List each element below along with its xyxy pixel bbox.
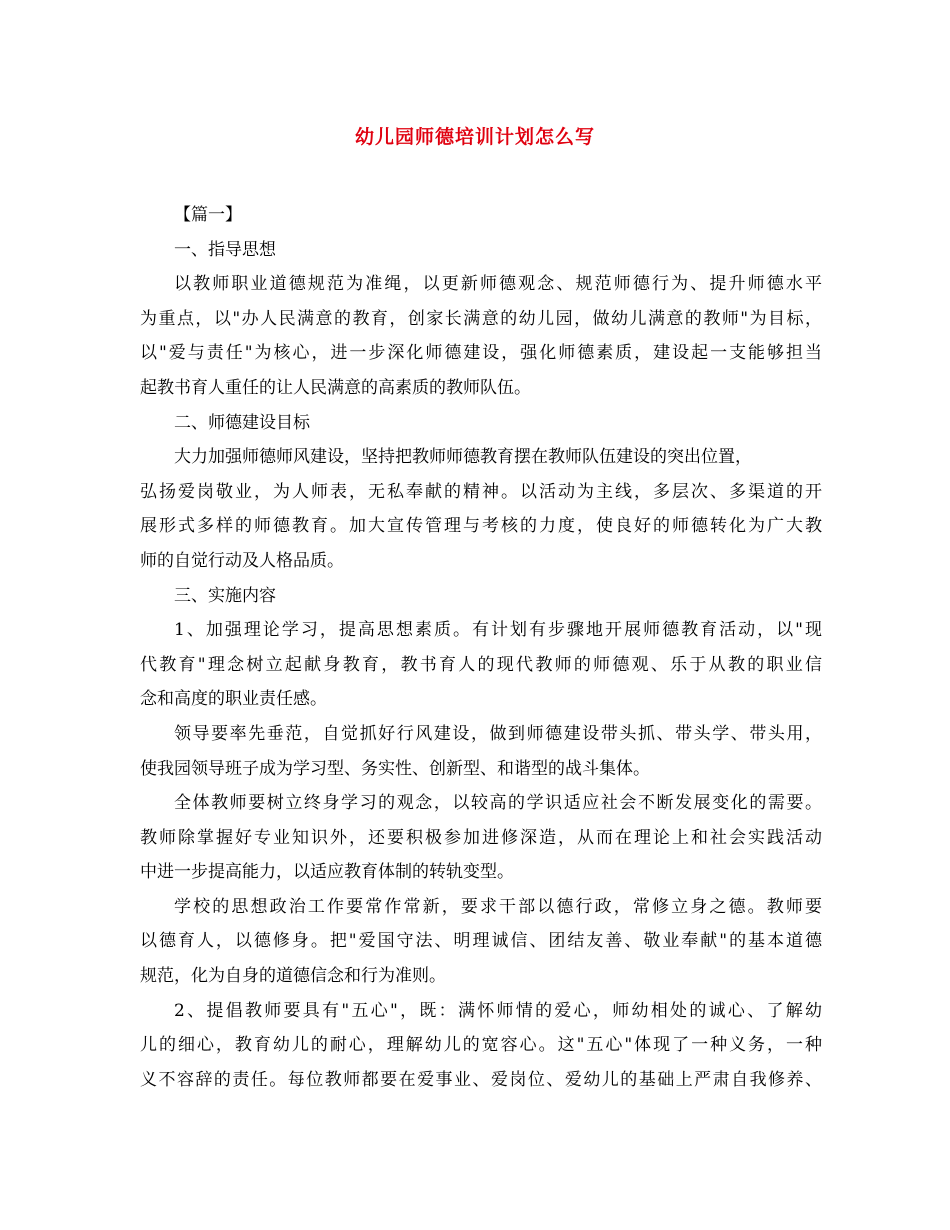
paragraph-line: 为重点，以"办人民满意的教育，创家长满意的幼儿园，做幼儿满意的教师"为目标，	[140, 308, 822, 329]
paragraph-line: 师的自觉行动及人格品质。	[140, 550, 344, 571]
paragraph-line: 起教书育人重任的让人民满意的高素质的教师队伍。	[140, 377, 531, 398]
paragraph-line: 代教育"理念树立起献身教育，教书育人的现代教师的师德观、乐于从教的职业信	[140, 654, 822, 675]
paragraph-line: 以"爱与责任"为核心，进一步深化师德建设，强化师德素质，建设起一支能够担当	[140, 343, 822, 364]
paragraph-line: 领导要率先垂范，自觉抓好行风建设，做到师德建设带头抓、带头学、带头用，	[174, 723, 822, 744]
paragraph-line: 以教师职业道德规范为准绳，以更新师德观念、规范师德行为、提升师德水平	[174, 274, 822, 295]
paragraph-line: 义不容辞的责任。每位教师都要在爱事业、爱岗位、爱幼儿的基础上严肃自我修养、	[140, 1069, 822, 1090]
paragraph-line: 以德育人，以德修身。把"爱国守法、明理诚信、团结友善、敬业奉献"的基本道德	[140, 931, 822, 952]
paragraph-line: 大力加强师德师风建设，坚持把教师师德教育摆在教师队伍建设的突出位置，	[174, 447, 752, 468]
paragraph-line: 念和高度的职业责任感。	[140, 689, 327, 710]
paragraph-line: 教师除掌握好专业知识外，还要积极参加进修深造，从而在理论上和社会实践活动	[140, 827, 822, 848]
document-title: 幼儿园师德培训计划怎么写	[354, 126, 595, 148]
paragraph-line: 1、加强理论学习，提高思想素质。有计划有步骤地开展师德教育活动，以"现	[174, 620, 822, 641]
paragraph-line: 弘扬爱岗敬业，为人师表，无私奉献的精神。以活动为主线，多层次、多渠道的开	[140, 481, 822, 502]
paragraph-line: 儿的细心，教育幼儿的耐心，理解幼儿的宽容心。这"五心"体现了一种义务，一种	[140, 1035, 822, 1056]
heading-ethics-goals: 二、师德建设目标	[174, 412, 310, 433]
paragraph-line: 使我园领导班子成为学习型、务实性、创新型、和谐型的战斗集体。	[140, 758, 650, 779]
heading-implementation: 三、实施内容	[174, 585, 276, 606]
paragraph-line: 全体教师要树立终身学习的观念，以较高的学识适应社会不断发展变化的需要。	[174, 793, 822, 814]
paragraph-line: 学校的思想政治工作要常作常新，要求干部以德行政，常修立身之德。教师要	[174, 896, 822, 917]
paragraph-line: 规范，化为自身的道德信念和行为准则。	[140, 966, 446, 987]
section-label: 【篇一】	[174, 205, 242, 225]
paragraph-line: 展形式多样的师德教育。加大宣传管理与考核的力度，使良好的师德转化为广大教	[140, 516, 822, 537]
heading-guiding-ideology: 一、指导思想	[174, 239, 276, 260]
document-body	[140, 198, 822, 1097]
paragraph-line: 2、提倡教师要具有"五心"，既：满怀师情的爱心，师幼相处的诚心、了解幼	[174, 1000, 822, 1021]
paragraph-line: 中进一步提高能力，以适应教育体制的转轨变型。	[140, 862, 514, 883]
